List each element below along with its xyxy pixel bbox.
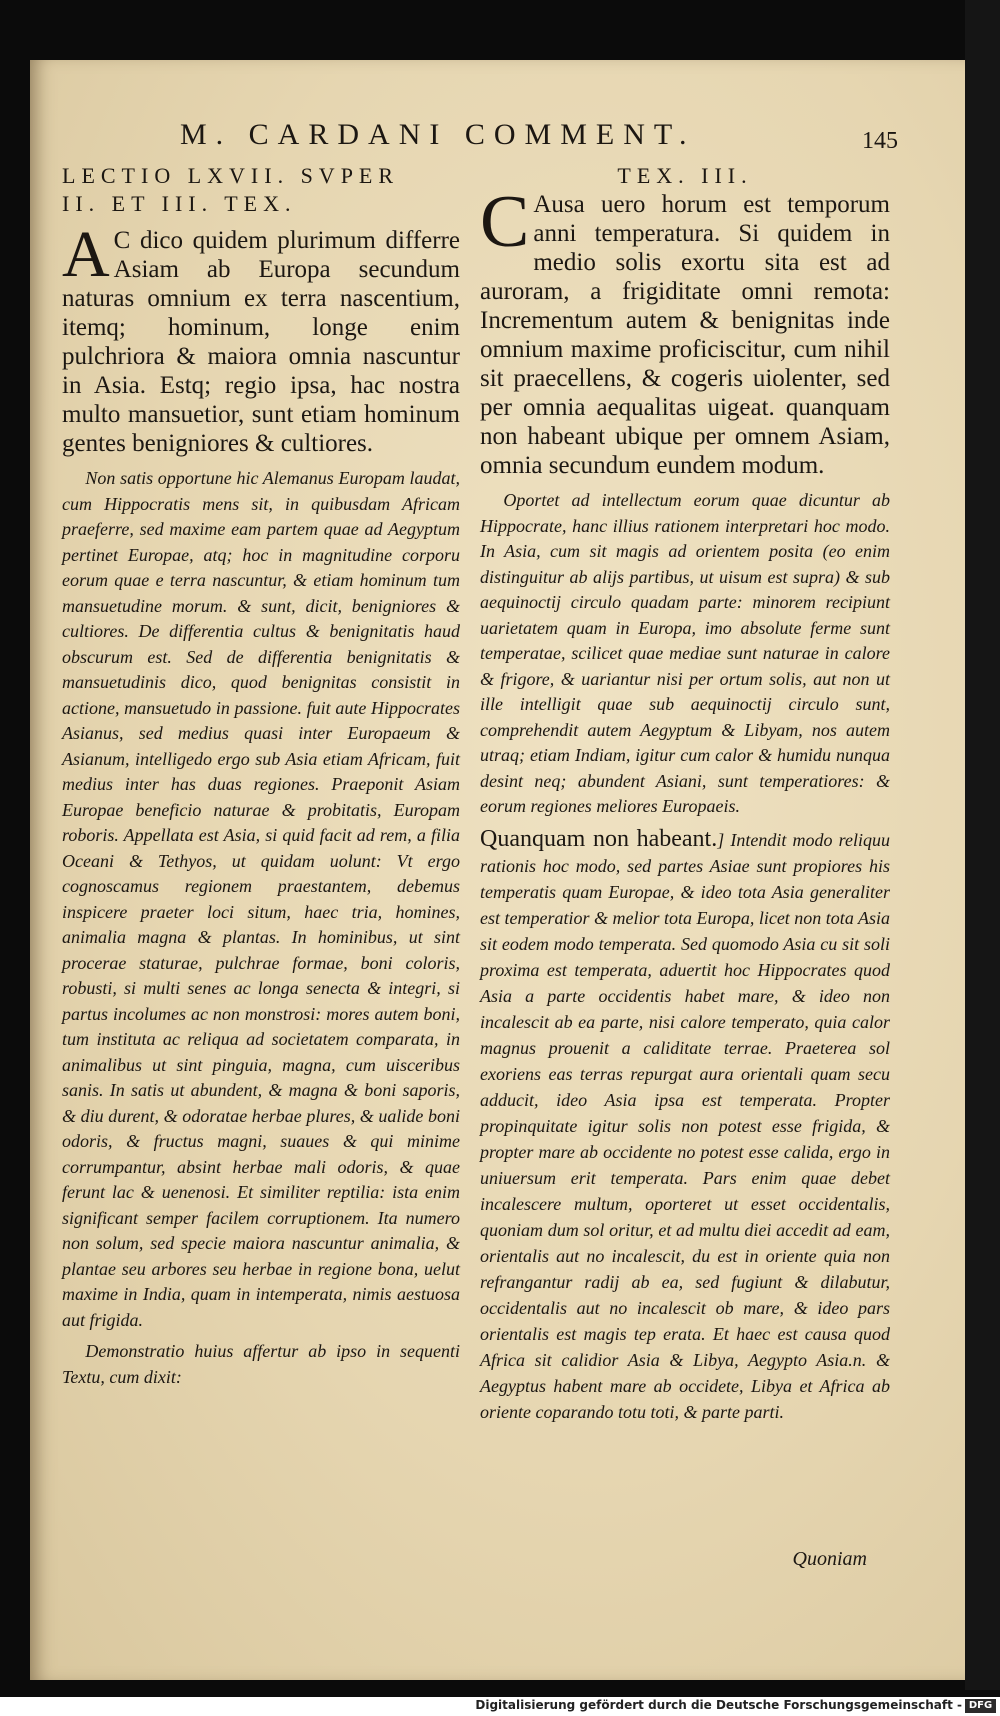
drop-cap-initial: A: [62, 218, 110, 291]
commentary-right-2: ] Intendit modo reliquu rationis hoc modo, sed partes Asiae sunt propiores his temperatis quam Europae, & ideo tota Asia generaliter est temperatior & melior tota Europa, licet non tota Asia sit eodem modo temperata. Sed quomodo Asia cu sit soli proxima est temperata, aduertit hoc Hippocrates quod Asia a parte occidentis habet mare, & ideo non incalescit ab ea parte, nisi calore temperato, quia calor magnus prouenit a caliditate terrae. Praeterea sol exoriens eas terras repurgat aura orientali quam secu adducit, ideo Asia ipsa est temperata. Propter propinquitate igitur solis non potest esse frigida, & propter mare ab occidente no potest esse calida, ergo in uniuersum erit temperata. Pars enim quae debet incalescere multum, oporteret ut esset occidentalis, quoniam dum sol oritur, et ad multu diei accedit ad eam, orientalis aut no incalescit, du est in oriente quia non refrangantur radij ab ea, sed fugiunt & dilabutur, occidentalis aut no incalescit ob mare, & ideo pars orientalis est magis tep erata. Et haec est causa quod Africa sit calidior Asia & Libya, Aegypto Asia.n. & Aegyptus habent mare ab occidete, Libya et Africa ab oriente coparando totu toti, & parte parti.: [480, 829, 890, 1422]
commentary-right-1: Oportet ad intellectum eorum quae dicuntur ab Hippocrate, hanc illius rationem interpretari hoc modo. In Asia, cum sit magis ad orientem posita (eo enim distinguitur ab alijs partibus, ut uisum est supra) & sub aequinoctij circulo quadam parte: minorem recipiunt uarietatem quam in Europa, imo absolute ferme sunt temperatae, scilicet quae mediae sunt naturae in calore & frigore, & uariantur nisi per ortum solis, aut non ut ille intelligit quae sub aequinoctij circulo sunt, comprehendit autem Aegyptum & Libyam, nos autem utraq; etiam Indiam, igitur cum calor & humidu nunqua desint neq; abundent Asiani, sunt temperatiores: & eorum regiones meliores Europaeis.: [480, 490, 890, 816]
tex-heading: TEX. III.: [617, 163, 753, 188]
right-column: [480, 162, 890, 1425]
digitization-footer: [0, 1697, 1000, 1716]
dfg-logo-icon: DFG: [965, 1699, 996, 1713]
catchword: Quoniam: [792, 1548, 867, 1570]
book-page: [30, 60, 965, 1680]
left-column: [62, 162, 460, 1396]
commentary-left: Non satis opportune hic Alemanus Europam laudat, cum Hippocratis mens sit, in quibusdam Africam praeferre, sed maxime eam partem quae ad Aegyptum pertinet Europae, atq; hoc in magnitudine corporu eorum quae e terra nascuntur, & etiam hominum tum mansuetudine morum. & sunt, dicit, benigniores & cultiores. De differentia cultus & benignitatis haud obscurum est. Sed de differentia benignitatis & mansuetudinis dico, quod benignitas consistit in actione, mansuetudo in passione. fuit aute Hippocrates Asianus, sed medius quasi inter Europaeum & Asianum, intelligedo ergo sub Asia etiam Africam, fuit medius inter has duas regiones. Praeponit Asiam Europae beneficio naturae & probitatis, Europam roboris. Appellata est Asia, si quid facit ad rem, a filia Oceani & Tethyos, ut quidam uolunt: Vt ergo cognoscamus regionem praestantem, debemus inspicere praeter loci situm, haec tria, homines, animalia magna & plantas. In hominibus, ut sint procerae staturae, pulchrae formae, boni coloris, robusti, si multi senes ac longa senecta & integri, si partus incolumes ac non monstrosi: mores autem boni, tum instituta ac reliqua ad societatem comparata, in animalibus ut sint pinguia, magna, cum uisceribus sanis. In satis ut abundent, & magna & boni saporis, & diu durent, & odoratae herbae plures, & ualide boni odoris, & fructus magni, suaues & qui minime corrumpantur, absint herbae mali odoris, & quae ferunt lac & uenenosi. Et similiter reptilia: ista enim significant semper facilem corruptionem. Ita numero non solum, sed specie maiora nascuntur animalia, & plantae seu arbores seu herbae in regione bona, uelut maxime in India, quam in intemperata, nimis aestuosa aut frigida.: [62, 468, 460, 1330]
footer-credit: Digitalisierung gefördert durch die Deutsche Forschungsgemeinschaft -: [475, 1698, 962, 1712]
scan-background-edge: [965, 0, 1000, 1690]
lemma-paragraph: [480, 826, 890, 1425]
running-head: M. CARDANI COMMENT.: [180, 118, 696, 151]
main-text-left-body: C dico quidem plurimum differre Asiam ab Europa secundum naturas omnium ex terra nascentium, itemq; hominum, longe enim pulchriora & maiora omnia nascuntur in Asia. Estq; regio ipsa, hac nostra multo mansuetior, sunt etiam hominum gentes benigniores & cultiores.: [62, 227, 460, 457]
drop-cap-initial: C: [480, 181, 530, 263]
page-number: 145: [862, 128, 898, 154]
main-text-left: [62, 218, 460, 458]
closing-line: Demonstratio huius affertur ab ipso in sequenti Textu, cum dixit:: [62, 1341, 460, 1387]
main-text-right-body: Ausa uero horum est temporum anni temperatura. Si quidem in medio solis exortu sita est ad auroram, a frigiditate omni remota: Incrementum autem & benignitas inde omnium maxime proficiscitur, cum nihil sit praecellens, & cogeris uiolenter, sed per omnia aequalitas uigeat. quanquam non habeant ubique per omnem Asiam, omnia secundum eundem modum.: [480, 191, 890, 479]
lemma: Quanquam non habeant.: [480, 825, 718, 852]
lectio-heading: LECTIO LXVII. SVPER II. ET III. TEX.: [62, 163, 400, 216]
main-text-right: [480, 181, 890, 480]
